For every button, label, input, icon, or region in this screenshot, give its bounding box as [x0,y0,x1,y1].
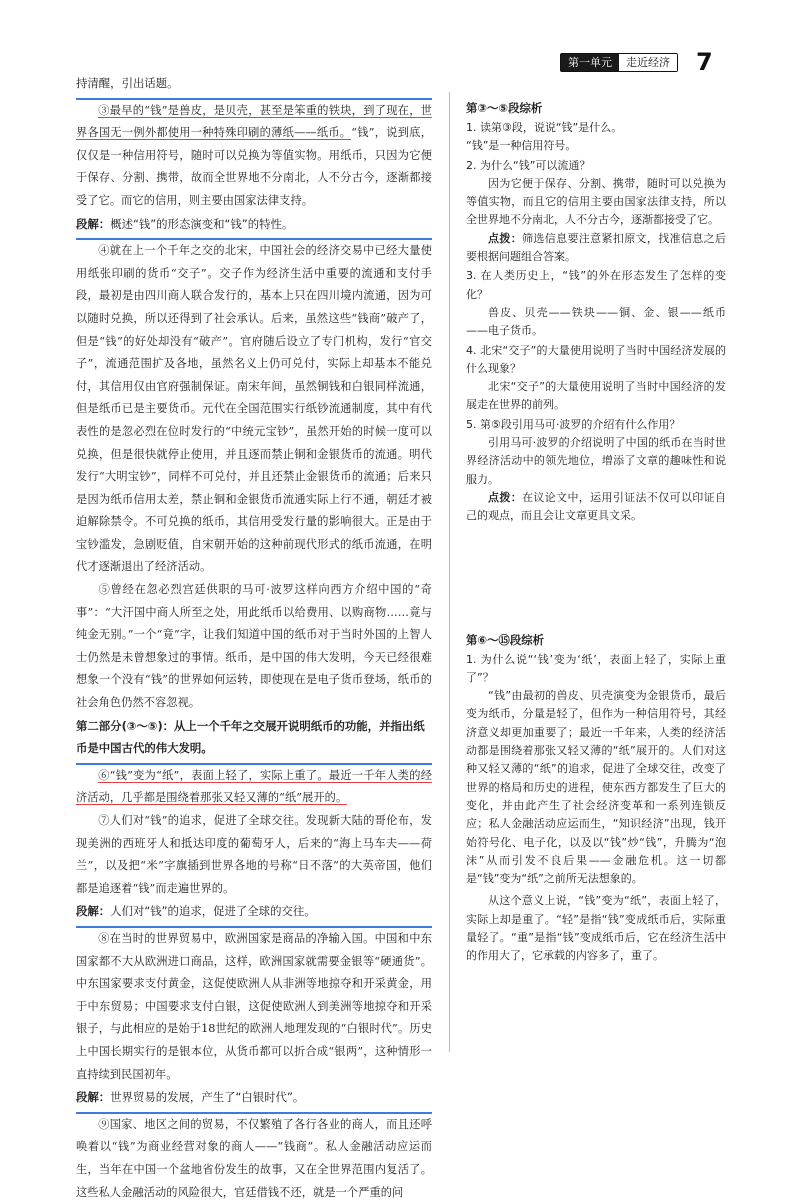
paragraph-7-text: ⑦人们对“钱”的追求，促进了全球交往。发现新大陆的哥伦布，发现美洲的西班牙人和抵达印度的葡萄牙人，后来的“海上马车夫——荷兰”，以及把“米”字旗插到世界各地的号称“日不落”的大英帝国，他们都是追逐着“钱”而走遍世界的。 [76,814,432,895]
answer-1: “钱”是一种信用符号。 [466,139,577,153]
tip-2 [466,489,726,526]
note-4-text: 世界贸易的发展，产生了“白银时代”。 [110,1090,305,1105]
answer-5: 引用马可·波罗的介绍说明了中国的纸币在当时世界经济活动中的领先地位，增添了文章的趣味性和说服力。 [466,436,726,486]
paragraph-8-text: ⑧在当时的世界贸易中，欧洲国家是商品的净输入国。中国和中东国家都不大从欧洲进口商品，这样，欧洲国家就需要金银等“硬通货”。中东国家要求支付黄金，这促使欧洲人从非洲等地掠夺和开采黄金，用于中东贸易；中国要求支付白银，这促使欧洲人到美洲等地掠夺和开采银子，与此相应的是始于18世纪的欧洲人地理发现的“白银时代”。历史上中国长期实行的是银本位，从货币都可以折合成“银两”，这种情形一直持续到民国初年。 [76,931,432,1081]
note-1 [76,213,432,241]
paragraph-3-key: ③最早的“钱”是兽皮，是贝壳，甚至是笨重的铁块，到了现在，世界各国无一例外都使用一种特殊印刷的薄纸——纸币。 [76,103,432,140]
section-label: 走近经济 [619,54,677,71]
paragraph-9 [76,1114,432,1204]
note-continued-text: 持清醒，引出话题。 [76,76,179,90]
paragraph-9-text: ⑨国家、地区之间的贸易，不仅繁殖了各行各业的商人，而且还呼唤着以“钱”为商业经营对象的商人——“钱商”。私人金融活动应运而生，当年在中国一个盆地省份发生的故事，又在全世界范围内复活了。这些私人金融活动的风险很大，官廷借钱不还，就是一个严重的问 [76,1117,432,1199]
tip-1-text: 筛选信息要注意紧扣原文，找准信息之后要根据问题组合答案。 [466,231,727,264]
paragraph-7 [76,810,432,900]
paragraph-3-rest: “钱”，说到底，仅仅是一种信用符号，随时可以兑换为等值实物。用纸币，只因为它便于保存、分割、携带，故而全世界地不分南北，人不分古今，逐渐都接受了它。而它的信用，则主要由国家法律支持。 [76,126,432,207]
paragraph-3 [76,100,432,213]
answer-6: “钱”由最初的兽皮、贝壳演变为金银货币，最后变为纸币，分量是轻了，但作为一种信用符号，其经济意义却更加重要了；最近一千年来，人类的经济活动都是围绕着那张又轻又薄的“纸”展开的。人们对这种又轻又薄的“纸”的追求，促进了全球交往，改变了世界的格局和历史的进程，使东西方都发生了巨大的变化，并由此产生了社会经济变革和一系列连锁反应；私人金融活动应运而生，“知识经济”出现，钱开始符号化、电子化，以及以“钱”炒“钱”，升腾为“泡沫”从而引发不良后果——金融危机。这一切都是“钱”变为“纸”之前所无法想象的。 [466,689,726,886]
note-2 [76,715,432,765]
page-number: 7 [696,48,713,76]
paragraph-6 [76,765,432,810]
section-2-title: 第⑥～⑮段综析 [466,632,544,647]
unit-label: 第一单元 [561,54,619,71]
note-1-label: 段解： [76,216,111,231]
answer-3: 兽皮、贝壳——铁块——铜、金、银——纸币——电子货币。 [466,305,726,338]
tip-1 [466,230,726,267]
section-1-title: 第③～⑤段综析 [466,101,543,115]
note-4 [76,1086,432,1114]
note-3-text: 人们对“钱”的追求，促进了全球的交往。 [110,904,316,919]
note-3 [76,900,432,928]
left-column [76,72,432,1204]
right-column [466,98,726,966]
question-2: 2. 为什么“钱”可以流通？ [466,158,591,172]
answer-7: 从这个意义上说，“钱”变为“纸”，表面上轻了，实际上却是重了。“轻”是指“钱”变成纸币后，实际重量轻了。“重”是指“钱”变成纸币后，它在经济生活中的作用大了，它承载的内容多了，重了。 [466,894,726,963]
question-3: 3. 在人类历史上，“钱”的外在形态发生了怎样的变化？ [466,269,726,301]
note-3-label: 段解： [76,904,111,919]
paragraph-6-text: ⑥“钱”变为“纸”，表面上轻了，实际上重了。最近一千年人类的经济活动，几乎都是围绕着那张又轻又薄的“纸”展开的。 [76,768,432,805]
question-5: 5. 第⑤段引用马可·波罗的介绍有什么作用？ [466,417,681,431]
paragraph-4-text: ④就在上一个千年之交的北宋，中国社会的经济交易中已经大量使用纸张印刷的货币“交子”。交子作为经济生活中重要的流通和支付手段，最初是由四川商人联合发行的，基本上只在四川境内流通，因为可以随时兑换，所以还得到了社会承认。后来，虽然这些“钱商”破产了，但是“钱”的好处却没有“破产”。官府随后设立了专门机构，发行“官交子”，流通范围扩及各地，虽然名义上仍可兑付，实际上却基本不能兑付，其信用仅由官府强制保证。南宋年间，虽然铜钱和白银同样流通，但是纸币已是主要货币。元代在全国范围实行纸钞流通制度，其中有代表性的是忽必烈在位时发行的“中统元宝钞”，虽然开始的时候一度可以兑换，但是很快就停止使用，并且逐而禁止铜和金银货币的流通。明代发行“大明宝钞”，同样不可兑付，并且还禁止金银货币的流通；后来只是因为纸币信用太差，禁止铜和金银货币流通实际上行不通，朝廷才被迫解除禁令。不可兑换的纸币，其信用受发行量的影响很大。正是由于宝钞滥发，急剧贬值，自宋朝开始的这种前现代形式的纸币流通，在明代才逐渐退出了经济活动。 [76,244,432,574]
note-continued [76,72,432,100]
note-2-text: 第二部分(③～⑤)：从上一个千年之交展开说明纸币的功能，并指出纸币是中国古代的伟大发明。 [76,718,425,756]
note-1-text: 概述“钱”的形态演变和“钱”的特性。 [110,216,294,231]
unit-badge [560,53,678,72]
question-6: 1. 为什么说“‘钱’变为‘纸’，表面上轻了，实际上重了”？ [466,652,726,684]
paragraph-5 [76,579,432,715]
paragraph-5-text: ⑤曾经在忽必烈宫廷供职的马可·波罗这样向西方介绍中国的“奇事”：“大汗国中商人所至之处，用此纸币以给费用、以购商物……竟与纯金无别。”一个“竟”字，让我们知道中国的纸币对于当时外国的上智人士仍然是未曾想象过的事情。纸币，是中国的伟大发明，今天已经很难想象一个没有“钱”的世界如何运转，即使现在是电子货币登场，纸币的社会角色仍然不容忽视。 [76,583,432,710]
note-4-label: 段解： [76,1090,111,1105]
question-4: 4. 北宋“交子”的大量使用说明了当时中国经济发展的什么现象？ [466,343,726,375]
tip-2-text: 在议论文中，运用引证法不仅可以印证自己的观点，而且会让文章更具文采。 [466,490,727,523]
tip-2-label: 点拨： [488,490,523,504]
page-header [560,46,713,78]
tip-1-label: 点拨： [488,231,523,245]
paragraph-8 [76,928,432,1086]
paragraph-4 [76,240,432,579]
answer-2: 因为它便于保存、分割、携带，随时可以兑换为等值实物，而且它的信用主要由国家法律支持，所以全世界地不分南北，人不分古今，逐渐都接受了它。 [466,176,726,227]
question-1: 1. 读第③段，说说“钱”是什么。 [466,121,623,134]
column-divider [449,92,450,1052]
answer-4: 北宋“交子”的大量使用说明了当时中国经济的发展走在世界的前列。 [466,380,726,412]
